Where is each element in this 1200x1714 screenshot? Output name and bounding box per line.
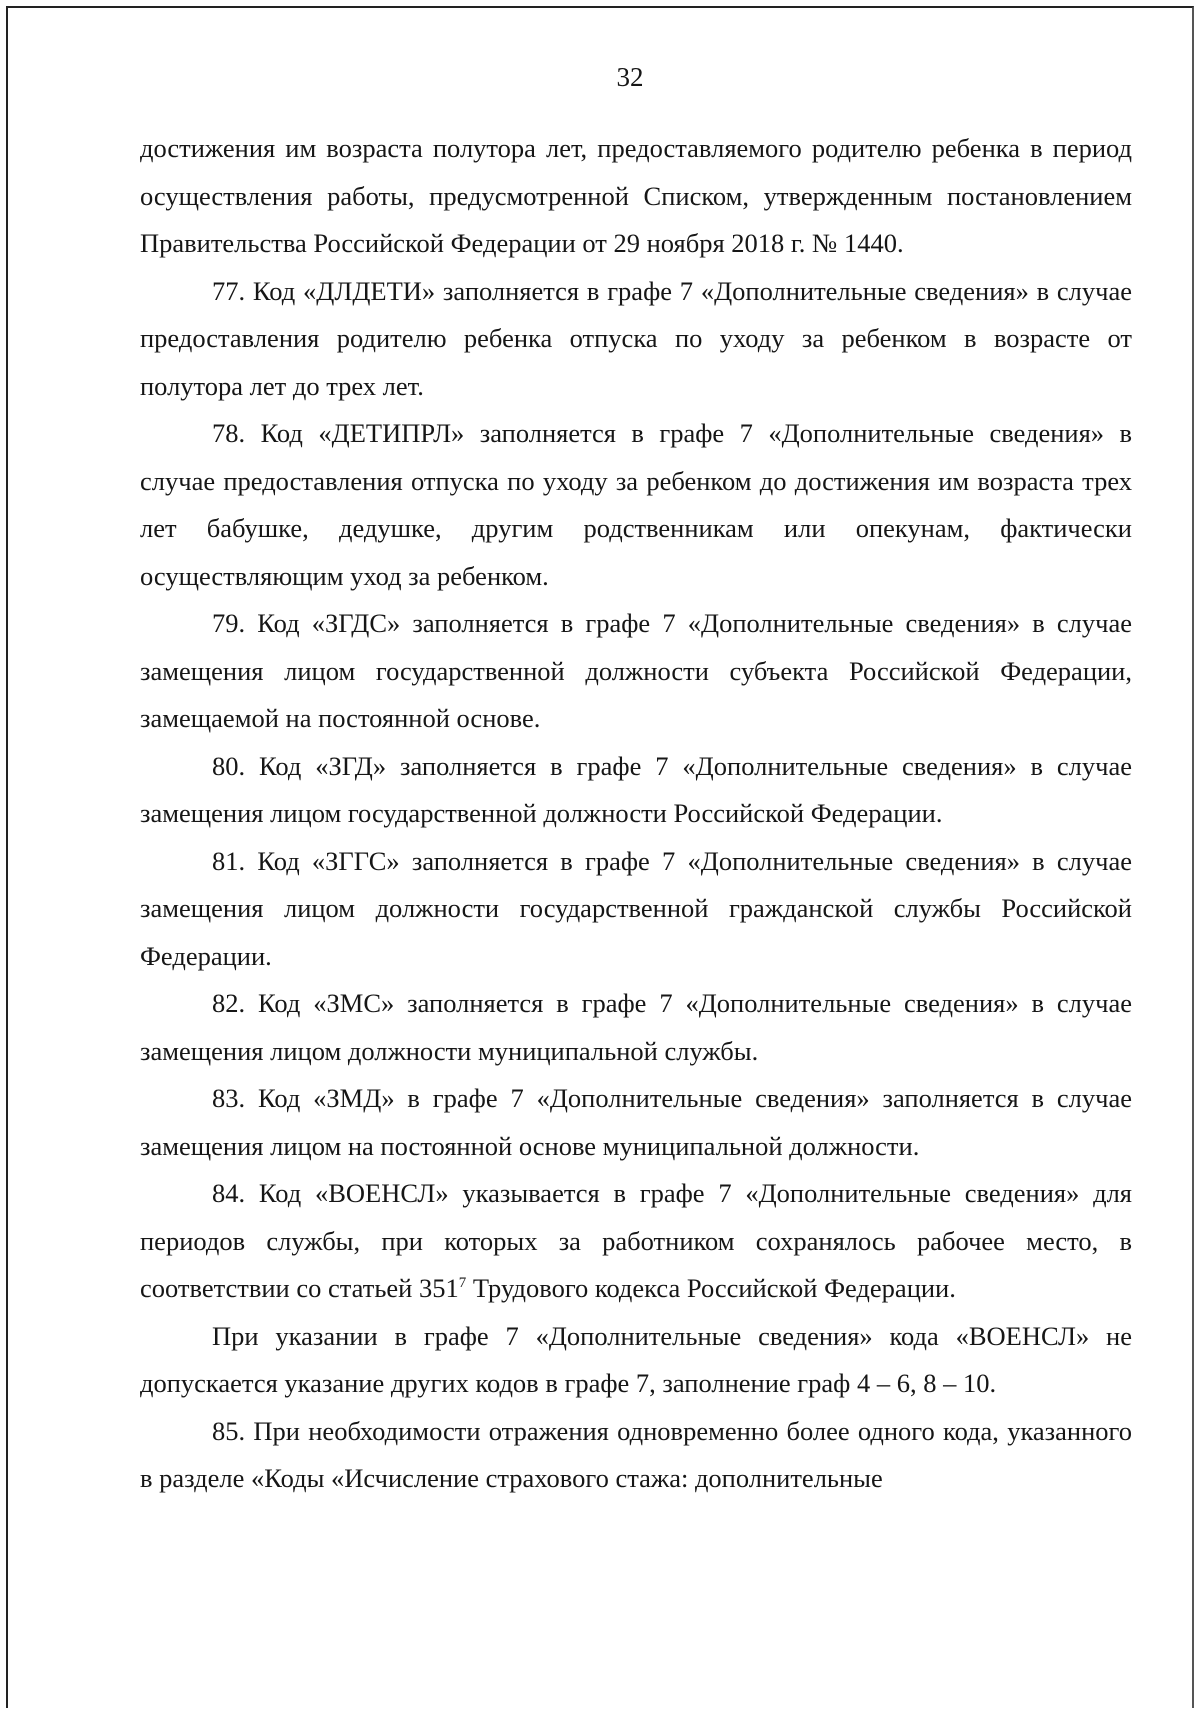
document-body — [140, 125, 1132, 1503]
paragraph-voensl-note: При указании в графе 7 «Дополнительные сведения» кода «ВОЕНСЛ» не допускается указание других кодов в графе 7, заполнение граф 4 – 6, 8 – 10. — [140, 1320, 1132, 1398]
paragraph-item-82: 82. Код «ЗМС» заполняется в графе 7 «Дополнительные сведения» в случае замещения лицом должности муниципальной службы. — [140, 988, 1132, 1066]
paragraph-item-78: 78. Код «ДЕТИПРЛ» заполняется в графе 7 «Дополнительные сведения» в случае предоставления отпуска по уходу за ребенком до достижения им возраста трех лет бабушке, дедушке, другим родственникам или опекунам, фактически осуществляющим уход за ребенком. — [140, 418, 1132, 591]
paragraph-item-84-text-end: Трудового кодекса Российской Федерации. — [466, 1273, 956, 1303]
paragraph-item-84 — [140, 1170, 1132, 1313]
footnote-superscript: 7 — [458, 1275, 467, 1292]
paragraph-item-83: 83. Код «ЗМД» в графе 7 «Дополнительные сведения» заполняется в случае замещения лицом на постоянной основе муниципальной должности. — [140, 1083, 1132, 1161]
page-number: 32 — [616, 62, 644, 92]
paragraph-item-80: 80. Код «ЗГД» заполняется в графе 7 «Дополнительные сведения» в случае замещения лицом государственной должности Российской Федерации. — [140, 750, 1132, 828]
paragraph-item-77: 77. Код «ДЛДЕТИ» заполняется в графе 7 «Дополнительные сведения» в случае предоставления родителю ребенка отпуска по уходу за ребенком в возрасте от полутора лет до трех лет. — [140, 275, 1132, 401]
paragraph-item-81: 81. Код «ЗГГС» заполняется в графе 7 «Дополнительные сведения» в случае замещения лицом должности государственной гражданской службы Российской Федерации. — [140, 845, 1132, 971]
paragraph-item-84-text: 84. Код «ВОЕНСЛ» указывается в графе 7 «Дополнительные сведения» для периодов службы, при которых за работником сохранялось рабочее место, в соответствии со статьей 351 — [140, 1178, 1132, 1303]
paragraph-item-79: 79. Код «ЗГДС» заполняется в графе 7 «Дополнительные сведения» в случае замещения лицом государственной должности субъекта Российской Федерации, замещаемой на постоянной основе. — [140, 608, 1132, 733]
paragraph-continuation: достижения им возраста полутора лет, предоставляемого родителю ребенка в период осуществления работы, предусмотренной Списком, утвержденным постановлением Правительства Российской Федерации от 29 ноября 2018 г. № 1440. — [140, 133, 1132, 258]
paragraph-item-85: 85. При необходимости отражения одновременно более одного кода, указанного в разделе «Коды «Исчисление страхового стажа: дополнительные — [140, 1415, 1132, 1493]
